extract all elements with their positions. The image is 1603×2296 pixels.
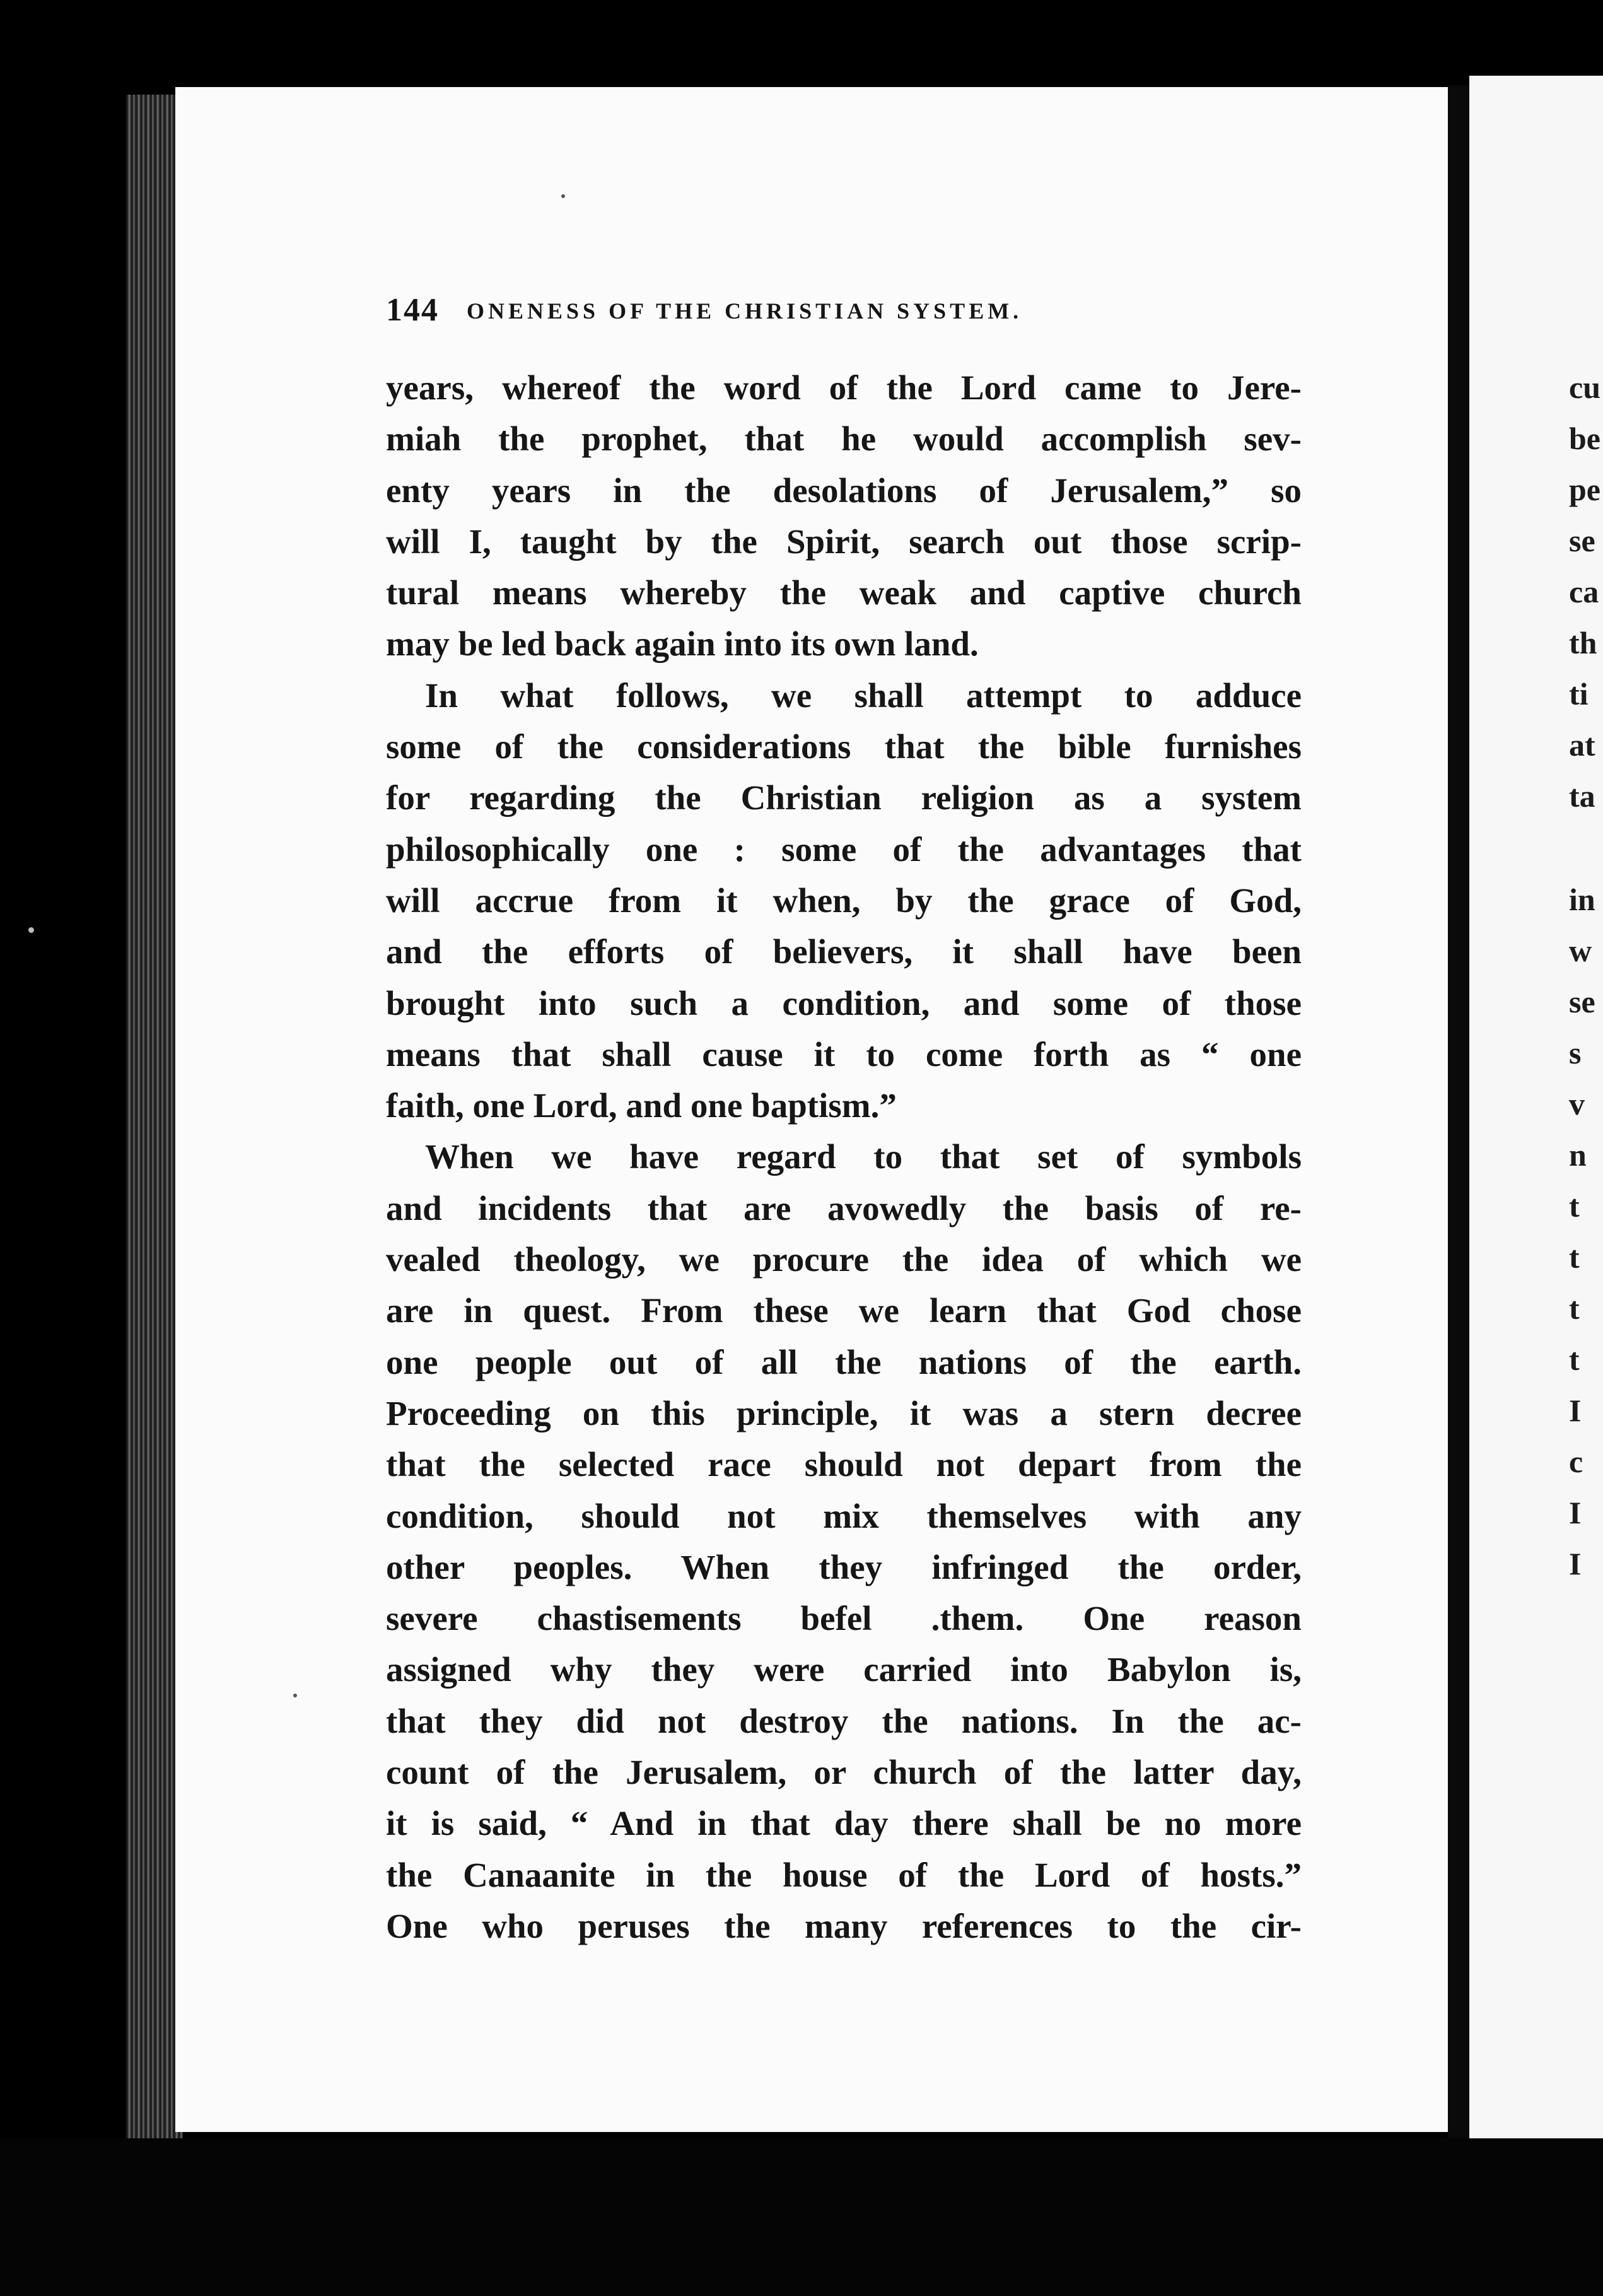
facing-fragment: in <box>1569 882 1595 917</box>
text-line: count of the Jerusalem, or church of the latter day, <box>386 1753 1302 1792</box>
text-line: brought into such a condition, and some of those <box>386 983 1302 1022</box>
text-line: means that shall cause it to come forth as “ one <box>386 1034 1302 1074</box>
text-line: enty years in the desolations of Jerusalem,” so <box>386 471 1302 510</box>
facing-fragment: t <box>1569 1291 1580 1326</box>
facing-fragment: t <box>1569 1188 1580 1224</box>
facing-fragment: I <box>1569 1393 1582 1428</box>
text-line: one people out of all the nations of the earth. <box>386 1342 1302 1381</box>
facing-fragment: c <box>1569 1444 1583 1479</box>
facing-page-text-top <box>1569 362 1603 822</box>
facing-fragment: ca <box>1569 574 1599 609</box>
text-line: miah the prophet, that he would accomplish sev- <box>386 419 1302 459</box>
facing-fragment: ta <box>1569 778 1595 814</box>
text-line: other peoples. When they infringed the order, <box>386 1547 1302 1586</box>
text-line: vealed theology, we procure the idea of which we <box>386 1240 1302 1279</box>
text-line: will accrue from it when, by the grace of God, <box>386 881 1302 920</box>
text-line: that the selected race should not depart from the <box>386 1445 1302 1484</box>
page-edges <box>126 95 183 2138</box>
body-text <box>386 362 1302 1952</box>
facing-fragment: cu <box>1569 370 1600 405</box>
facing-fragment: v <box>1569 1086 1585 1122</box>
running-title: ONENESS OF THE CHRISTIAN SYSTEM. <box>467 298 1023 324</box>
facing-fragment: t <box>1569 1239 1580 1275</box>
text-line: will I, taught by the Spirit, search out those scrip- <box>386 522 1302 561</box>
facing-fragment: se <box>1569 984 1595 1019</box>
text-line: and incidents that are avowedly the basis of re- <box>386 1188 1302 1227</box>
text-line: condition, should not mix themselves with any <box>386 1496 1302 1535</box>
facing-fragment: se <box>1569 523 1595 558</box>
text-line: tural means whereby the weak and captive church <box>386 573 1302 612</box>
text-line: severe chastisements befel .them. One reason <box>386 1599 1302 1638</box>
speck <box>561 194 565 198</box>
speck <box>293 1694 297 1697</box>
facing-fragment: I <box>1569 1495 1582 1530</box>
facing-fragment: I <box>1569 1546 1582 1581</box>
text-line: Proceeding on this principle, it was a stern decree <box>386 1393 1302 1432</box>
facing-page-text-bottom <box>1569 874 1603 1590</box>
facing-fragment: th <box>1569 625 1597 660</box>
text-line: may be led back again into its own land. <box>386 624 979 664</box>
scan-border-top <box>0 0 1603 85</box>
text-line: In what follows, we shall attempt to adduce <box>425 676 1302 715</box>
text-line: it is said, “ And in that day there shall be no more <box>386 1804 1302 1843</box>
text-line: One who peruses the many references to the cir- <box>386 1906 1302 1945</box>
facing-fragment: at <box>1569 727 1595 763</box>
facing-fragment: pe <box>1569 472 1600 507</box>
text-line: assigned why they were carried into Babylon is, <box>386 1650 1302 1689</box>
facing-fragment: ti <box>1569 676 1588 712</box>
text-line: faith, one Lord, and one baptism.” <box>386 1086 897 1125</box>
text-line: When we have regard to that set of symbols <box>425 1137 1302 1176</box>
facing-fragment: t <box>1569 1342 1580 1377</box>
text-line: years, whereof the word of the Lord came to Jere- <box>386 368 1302 407</box>
facing-fragment: w <box>1569 933 1592 968</box>
book-gutter <box>1448 85 1469 2138</box>
text-line: philosophically one : some of the advantages that <box>386 829 1302 869</box>
text-line: the Canaanite in the house of the Lord of hosts.” <box>386 1855 1302 1894</box>
facing-fragment: s <box>1569 1035 1582 1070</box>
facing-fragment: be <box>1569 421 1600 456</box>
text-line: and the efforts of believers, it shall have been <box>386 932 1302 971</box>
speck <box>28 927 34 933</box>
scan-border-bottom <box>0 2138 1603 2296</box>
facing-fragment: n <box>1569 1137 1587 1173</box>
text-line: that they did not destroy the nations. In the ac- <box>386 1701 1302 1740</box>
text-line: are in quest. From these we learn that God chose <box>386 1291 1302 1330</box>
text-line: some of the considerations that the bible furnishes <box>386 727 1302 766</box>
page-number: 144 <box>386 292 439 328</box>
running-header <box>386 291 1300 336</box>
text-line: for regarding the Christian religion as a system <box>386 778 1302 817</box>
